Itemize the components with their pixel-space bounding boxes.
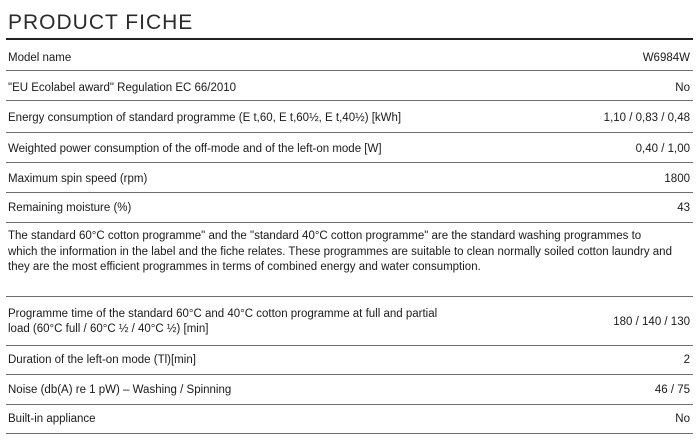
row-divider — [6, 374, 693, 375]
row-label: Weighted power consumption of the off-mode and of the left-on mode [W] — [8, 143, 382, 155]
row-value: 43 — [677, 202, 690, 214]
row-label: Built-in appliance — [8, 413, 96, 425]
row-label-line: Programme time of the standard 60°C and 40°C cotton programme at full and partial — [8, 307, 438, 320]
row-model-name — [8, 51, 690, 66]
row-divider — [6, 345, 693, 346]
row-value: 180 / 140 / 130 — [613, 315, 690, 328]
row-divider — [6, 192, 693, 193]
row-ecolabel — [8, 81, 690, 96]
title-divider — [6, 38, 693, 40]
row-divider — [6, 433, 693, 434]
row-divider — [6, 222, 693, 223]
row-label: Energy consumption of standard programme (E t,60, E t,60½, E t,40½) [kWh] — [8, 112, 402, 124]
row-remaining-moisture — [8, 201, 690, 216]
row-value: 46 / 75 — [654, 384, 690, 396]
row-energy-consumption — [8, 111, 690, 126]
row-programme-time — [8, 306, 690, 338]
standard-programme-note: The standard 60°C cotton programme" and the "standard 40°C cotton programme" are the standard washing programmes to which the information in the label and the fiche relates. These programmes are suitable to clean normally soiled cotton laundry and they are the most efficient programmes in terms of combined energy and water consumption. — [8, 230, 672, 273]
row-label: Maximum spin speed (rpm) — [8, 173, 148, 185]
row-value: 2 — [683, 354, 690, 366]
row-label: Noise (db(A) re 1 pW) – Washing / Spinning — [8, 384, 232, 396]
row-label-line: load (60°C full / 60°C ½ / 40°C ½) [min] — [8, 323, 209, 335]
row-label — [8, 307, 603, 338]
row-value: W6984W — [642, 52, 690, 64]
row-value: 1,10 / 0,83 / 0,48 — [603, 112, 690, 124]
row-value: No — [675, 413, 690, 425]
row-value: 1800 — [664, 173, 690, 185]
row-divider — [6, 404, 693, 405]
row-value: 0,40 / 1,00 — [635, 143, 690, 155]
row-power-consumption — [8, 142, 690, 157]
row-divider — [6, 70, 693, 71]
row-divider — [6, 132, 693, 133]
row-label: Model name — [8, 52, 72, 64]
row-noise — [8, 383, 690, 398]
row-divider — [6, 100, 693, 101]
row-label: Duration of the left-on mode (Tl)[min] — [8, 354, 196, 366]
row-label: "EU Ecolabel award" Regulation EC 66/2010 — [8, 82, 237, 94]
row-divider — [6, 162, 693, 163]
row-divider — [6, 296, 693, 297]
row-value: No — [675, 82, 690, 94]
row-label: Remaining moisture (%) — [8, 202, 132, 214]
row-max-spin-speed — [8, 172, 690, 187]
row-left-on-duration — [8, 353, 690, 368]
page-title: PRODUCT FICHE — [8, 11, 194, 34]
row-built-in-appliance — [8, 412, 690, 427]
